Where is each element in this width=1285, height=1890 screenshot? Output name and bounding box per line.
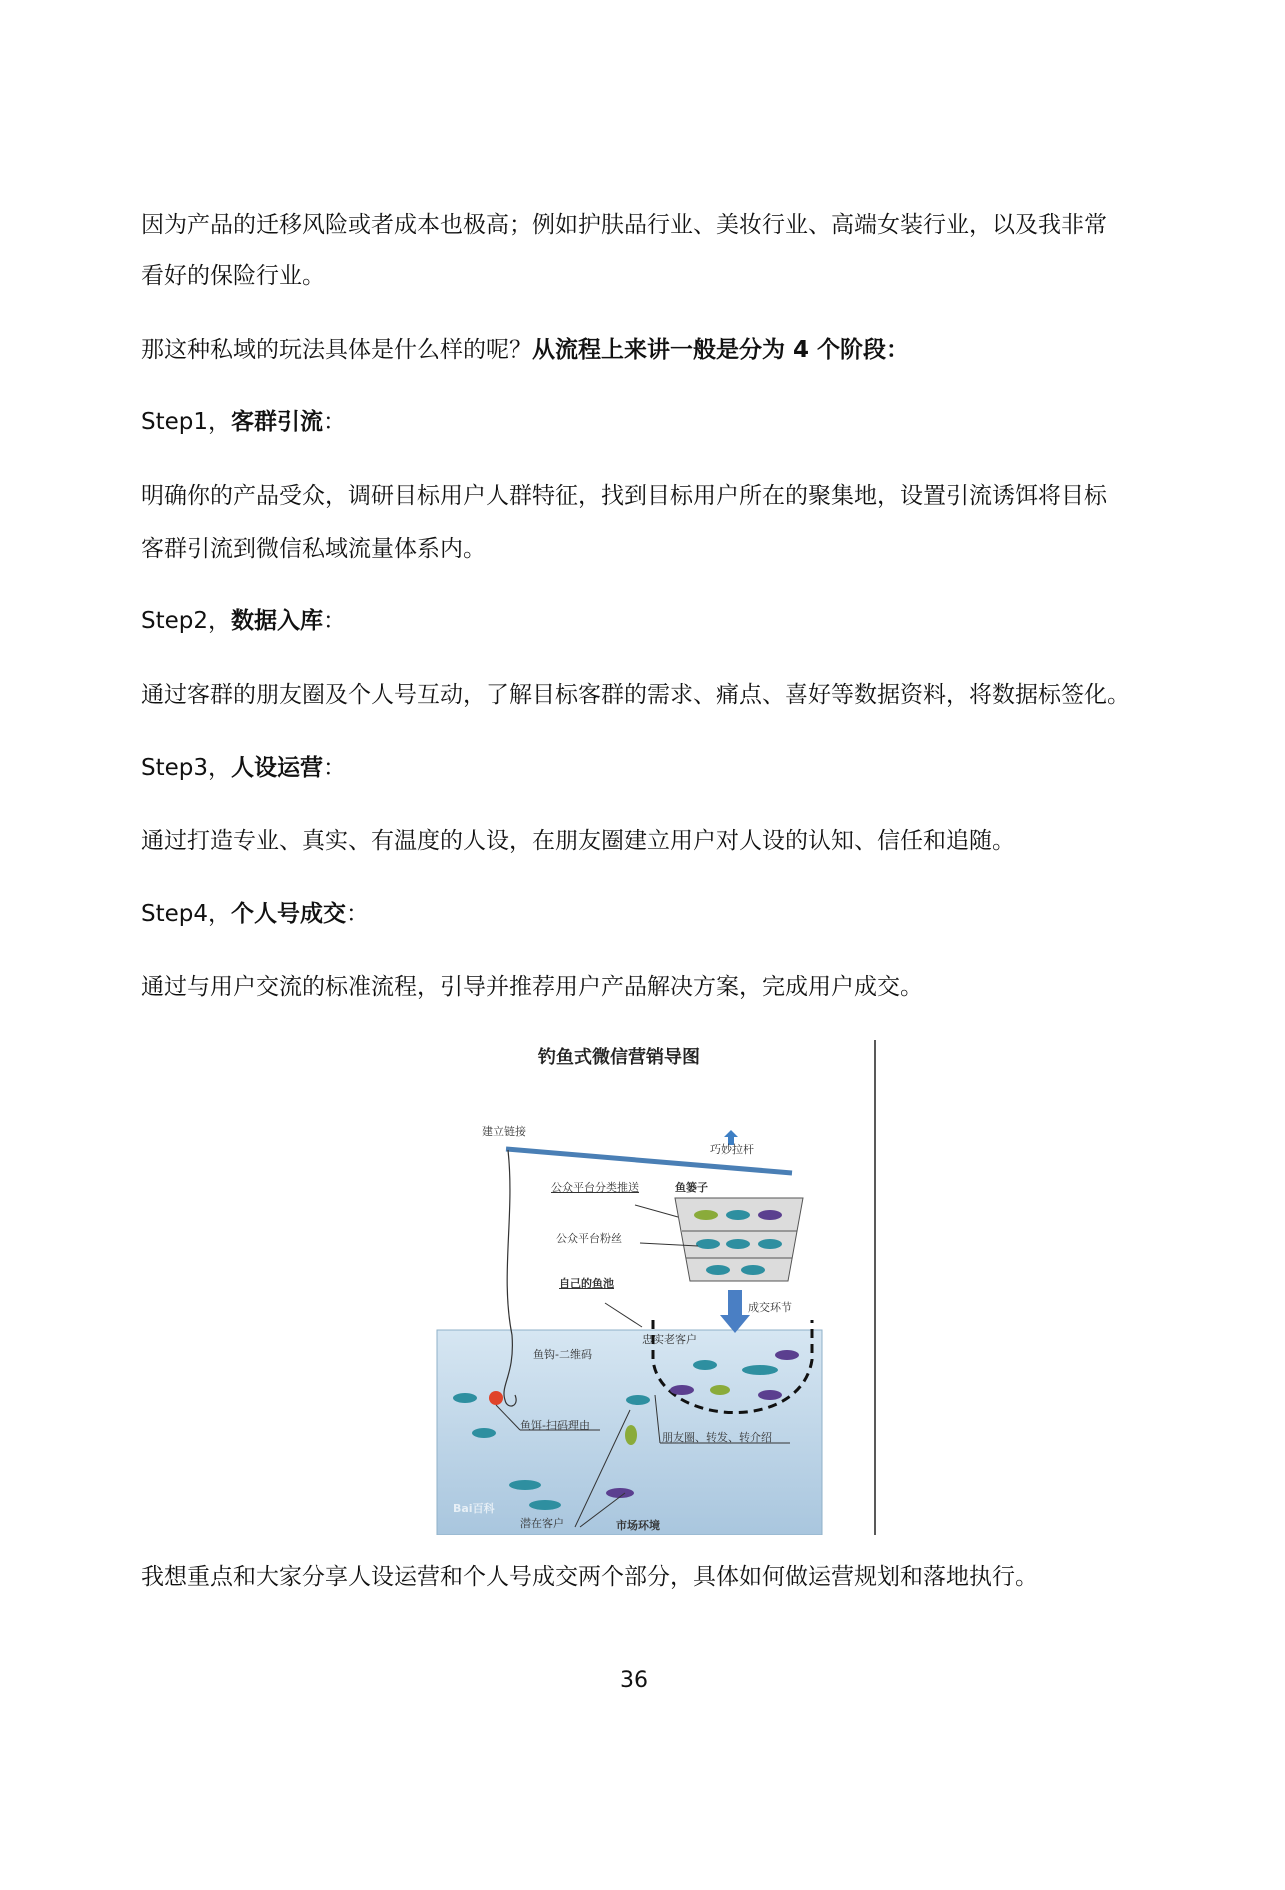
step-title: 数据入库: [231, 608, 324, 634]
label-own-pond: 自己的鱼池: [559, 1277, 614, 1290]
closing-paragraph: 我想重点和大家分享人设运营和个人号成交两个部分，具体如何做运营规划和落地执行。: [141, 1564, 1038, 1590]
baidu-watermark: Bai百科: [453, 1502, 495, 1515]
step4-heading: [141, 899, 369, 929]
diagram-title: 钓鱼式微信营销导图: [538, 1047, 700, 1068]
colon: ：: [886, 337, 910, 363]
colon: ：: [323, 755, 347, 781]
label-build-link: 建立链接: [482, 1125, 526, 1138]
label-market: 市场环境: [616, 1519, 660, 1532]
label-basket: 鱼篓子: [675, 1181, 708, 1194]
paragraph-line: 看好的保险行业。: [141, 263, 325, 289]
step-prefix: Step2，: [141, 608, 232, 634]
step-prefix: Step4，: [141, 901, 232, 927]
step2-heading: [141, 606, 346, 636]
paragraph-line: 因为产品的迁移风险或者成本也极高；例如护肤品行业、美妆行业、高端女装行业，以及我非常: [141, 212, 1107, 238]
step-prefix: Step1，: [141, 409, 232, 435]
step1-desc: 明确你的产品受众，调研目标用户人群特征，找到目标用户所在的聚集地，设置引流诱饵将目标: [141, 483, 1107, 509]
step2-desc: 通过客群的朋友圈及个人号互动，了解目标客群的需求、痛点、喜好等数据资料，将数据标签化。: [141, 682, 1130, 708]
page-number: 36: [620, 1668, 648, 1693]
step-title: 客群引流: [231, 409, 324, 435]
label-fans: 公众平台粉丝: [556, 1232, 622, 1245]
diagram-graphic: [420, 1015, 880, 1535]
step3-heading: [141, 753, 346, 783]
label-loyal: 忠实老客户: [642, 1333, 697, 1346]
colon: ：: [323, 608, 347, 634]
step3-desc: 通过打造专业、真实、有温度的人设，在朋友圈建立用户对人设的认知、信任和追随。: [141, 828, 1015, 854]
step1-desc: 客群引流到微信私域流量体系内。: [141, 536, 486, 562]
paragraph-stages: [141, 335, 909, 365]
bold-text: 从流程上来讲一般是分为 4 个阶段: [532, 337, 887, 363]
label-deal: 成交环节: [748, 1301, 792, 1314]
text: 那这种私域的玩法具体是什么样的呢？: [141, 337, 532, 363]
step4-desc: 通过与用户交流的标准流程，引导并推荐用户产品解决方案，完成用户成交。: [141, 974, 923, 1000]
label-bait: 鱼饵-扫码理由: [520, 1419, 590, 1432]
label-push: 公众平台分类推送: [551, 1181, 639, 1194]
step-title: 人设运营: [231, 755, 324, 781]
step-prefix: Step3，: [141, 755, 232, 781]
label-hook: 鱼钩-二维码: [533, 1348, 592, 1361]
step-title: 个人号成交: [231, 901, 347, 927]
label-pull-rod: 巧妙拉杆: [710, 1143, 754, 1156]
label-potential: 潜在客户: [520, 1517, 564, 1530]
colon: ：: [323, 409, 347, 435]
label-moments: 朋友圈、转发、转介绍: [662, 1431, 772, 1444]
step1-heading: [141, 407, 346, 437]
colon: ：: [346, 901, 370, 927]
fishing-marketing-diagram: [420, 1015, 880, 1535]
